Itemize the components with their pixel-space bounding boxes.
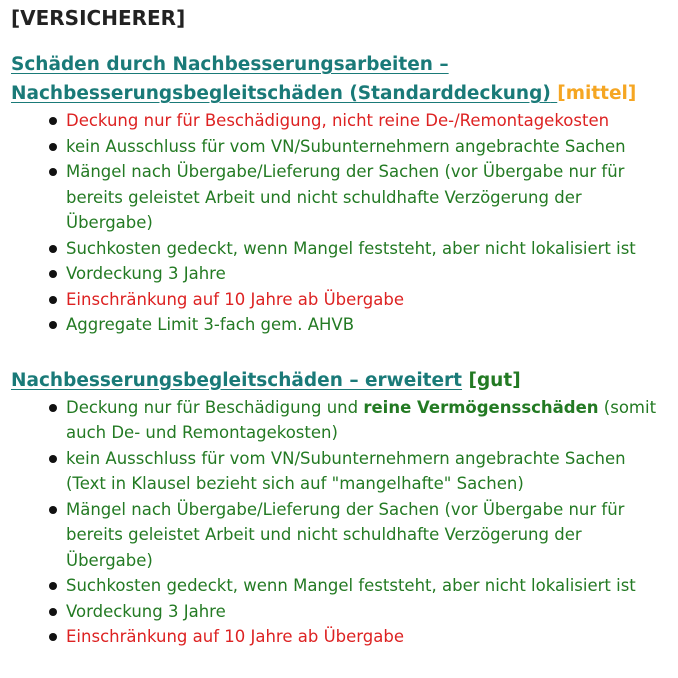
list-item: Suchkosten gedeckt, wenn Mangel feststeht, aber nicht lokalisiert ist <box>66 573 671 599</box>
list-item: Aggregate Limit 3-fach gem. AHVB <box>66 312 671 338</box>
section-link-erweitert[interactable]: Nachbesserungsbegleitschäden – erweitert <box>11 369 463 391</box>
section-title-line2: Nachbesserungsbegleitschäden (Standarddeckung) <box>11 83 551 104</box>
document <box>11 0 671 650</box>
list-item: Mängel nach Übergabe/Lieferung der Sachen (vor Übergabe nur für bereits geleistet Arbeit und nicht schuldhafte Verzögerung der Übergabe) <box>66 159 671 236</box>
section-title-standard <box>11 50 671 108</box>
list-item: Deckung nur für Beschädigung, nicht reine De-/Remontagekosten <box>66 108 671 134</box>
section-title-line1: Schäden durch Nachbesserungsarbeiten – <box>11 54 449 75</box>
list-item: Einschränkung auf 10 Jahre ab Übergabe <box>66 624 671 650</box>
list-item-bold-text: reine Vermögensschäden <box>363 397 599 417</box>
list-item: Suchkosten gedeckt, wenn Mangel feststeht, aber nicht lokalisiert ist <box>66 236 671 262</box>
section-title-erweitert <box>11 366 671 395</box>
rating-badge-mittel: [mittel] <box>557 83 637 104</box>
list-item: Vordeckung 3 Jahre <box>66 261 671 287</box>
list-item: kein Ausschluss für vom VN/Subunternehmern angebrachte Sachen (Text in Klausel bezieht sich auf "mangelhafte" Sachen) <box>66 446 671 497</box>
list-item: kein Ausschluss für vom VN/Subunternehmern angebrachte Sachen <box>66 134 671 160</box>
list-item: Vordeckung 3 Jahre <box>66 599 671 625</box>
bullet-list-erweitert <box>11 395 671 650</box>
list-item-text: (somit auch De- und Remontagekosten) <box>66 397 657 442</box>
list-item: Einschränkung auf 10 Jahre ab Übergabe <box>66 287 671 313</box>
company-heading: [VERSICHERER] <box>11 6 186 30</box>
list-item: Mängel nach Übergabe/Lieferung der Sachen (vor Übergabe nur für bereits geleistet Arbeit und nicht schuldhafte Verzögerung der Übergabe) <box>66 497 671 574</box>
section-link-standard[interactable] <box>11 54 557 104</box>
bullet-list-standard <box>11 108 671 338</box>
list-item-text: Deckung nur für Beschädigung und <box>66 397 364 417</box>
rating-badge-gut: [gut] <box>468 369 521 391</box>
list-item <box>66 395 671 446</box>
